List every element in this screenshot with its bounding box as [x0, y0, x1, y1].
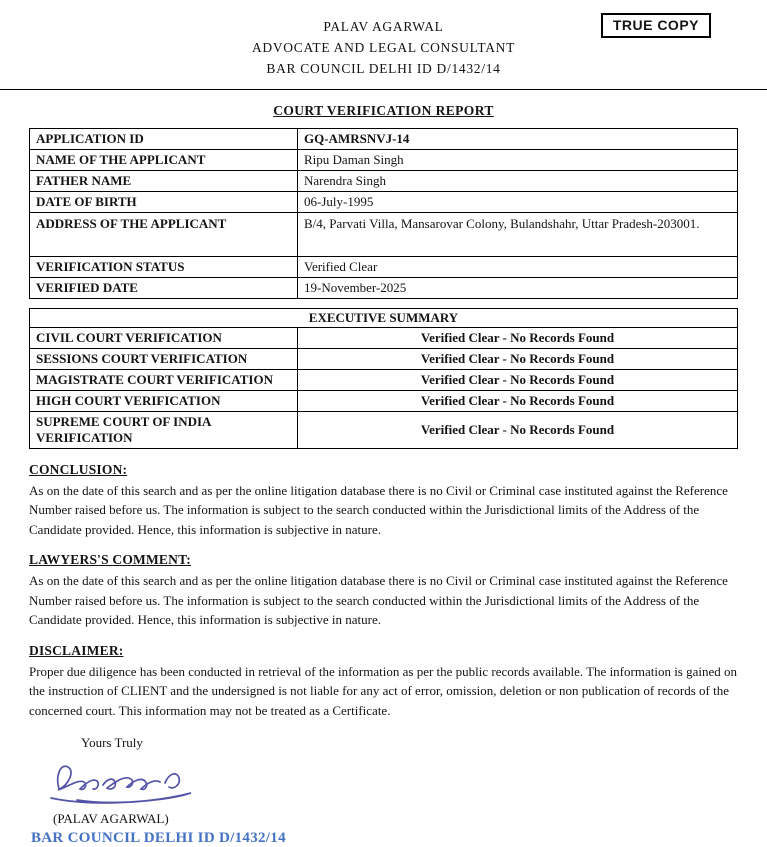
- conclusion-section: [29, 462, 738, 540]
- executive-summary-table: [29, 308, 738, 449]
- section-body: As on the date of this search and as per the online litigation database there is no Civil or Criminal case instituted against the Reference Number raised before us. The information is subject to the search conducted within the Jurisdictional limits of the Address of the Candidate provided. Hence, this information is subjective in nature.: [29, 573, 728, 628]
- table-row: [30, 390, 738, 411]
- table-row: [30, 256, 738, 277]
- row-label: HIGH COURT VERIFICATION: [30, 390, 298, 411]
- row-value: Narendra Singh: [298, 170, 738, 191]
- row-value: B/4, Parvati Villa, Mansarovar Colony, Bulandshahr, Uttar Pradesh-203001.: [298, 212, 738, 256]
- section-heading: CONCLUSION:: [29, 461, 128, 477]
- row-value: 19-November-2025: [298, 277, 738, 298]
- signature-image: [43, 755, 203, 809]
- executive-summary-title: EXECUTIVE SUMMARY: [30, 308, 738, 327]
- row-value: Verified Clear - No Records Found: [298, 390, 738, 411]
- table-row: [30, 308, 738, 327]
- row-value: Verified Clear - No Records Found: [298, 348, 738, 369]
- row-label: FATHER NAME: [30, 170, 298, 191]
- lawyers-comment-section: [29, 552, 738, 630]
- signature-block: [43, 755, 738, 811]
- table-row: [30, 369, 738, 390]
- yours-truly-text: Yours Truly: [81, 735, 143, 751]
- table-row: [30, 170, 738, 191]
- section-heading: LAWYERS'S COMMENT:: [29, 552, 191, 568]
- header-divider: [0, 89, 767, 90]
- row-value: Ripu Daman Singh: [298, 149, 738, 170]
- report-title: COURT VERIFICATION REPORT: [273, 102, 494, 118]
- section-body: As on the date of this search and as per the online litigation database there is no Civil or Criminal case instituted against the Reference Number raised before us. The information is subject to the search conducted within the Jurisdictional limits of the Address of the Candidate provided. Hence, this information is subjective in nature.: [29, 482, 728, 537]
- footer-bar-id: BAR COUNCIL DELHI ID D/1432/14: [31, 830, 286, 847]
- table-row: [30, 191, 738, 212]
- row-label: SESSIONS COURT VERIFICATION: [30, 348, 298, 369]
- row-label: VERIFIED DATE: [30, 277, 298, 298]
- row-label: DATE OF BIRTH: [30, 191, 298, 212]
- row-label: APPLICATION ID: [30, 128, 298, 149]
- signatory-name: (PALAV AGARWAL): [53, 811, 169, 827]
- disclaimer-section: [29, 643, 738, 721]
- letterhead-role: ADVOCATE AND LEGAL CONSULTANT: [251, 39, 516, 55]
- row-value: 06-July-1995: [298, 191, 738, 212]
- row-label: SUPREME COURT OF INDIA VERIFICATION: [30, 411, 298, 448]
- row-label: NAME OF THE APPLICANT: [30, 149, 298, 170]
- table-row: [30, 348, 738, 369]
- letterhead-name: PALAV AGARWAL: [323, 19, 444, 34]
- table-row: [30, 212, 738, 256]
- letterhead: [0, 0, 767, 80]
- section-heading: DISCLAIMER:: [29, 642, 124, 658]
- table-row: [30, 128, 738, 149]
- row-value: Verified Clear - No Records Found: [298, 411, 738, 448]
- row-label: ADDRESS OF THE APPLICANT: [30, 212, 298, 256]
- row-label: VERIFICATION STATUS: [30, 256, 298, 277]
- row-value: Verified Clear - No Records Found: [298, 327, 738, 348]
- table-row: [30, 277, 738, 298]
- details-table: [29, 128, 738, 299]
- letterhead-bar-id: BAR COUNCIL DELHI ID D/1432/14: [266, 60, 501, 76]
- true-copy-stamp: TRUE COPY: [601, 13, 711, 38]
- row-value: Verified Clear: [298, 256, 738, 277]
- row-label: MAGISTRATE COURT VERIFICATION: [30, 369, 298, 390]
- row-value: GQ-AMRSNVJ-14: [298, 128, 738, 149]
- table-row: [30, 411, 738, 448]
- document-body: [0, 128, 767, 847]
- section-body: Proper due diligence has been conducted in retrieval of the information as per the public records available. The information is gained on the instruction of CLIENT and the undersigned is not liable for any act of error, omission, deletion or non publication of records of the concerned court. This information may not be treated as a Certificate.: [29, 663, 738, 718]
- row-label: CIVIL COURT VERIFICATION: [30, 327, 298, 348]
- table-row: [30, 327, 738, 348]
- table-row: [30, 149, 738, 170]
- row-value: Verified Clear - No Records Found: [298, 369, 738, 390]
